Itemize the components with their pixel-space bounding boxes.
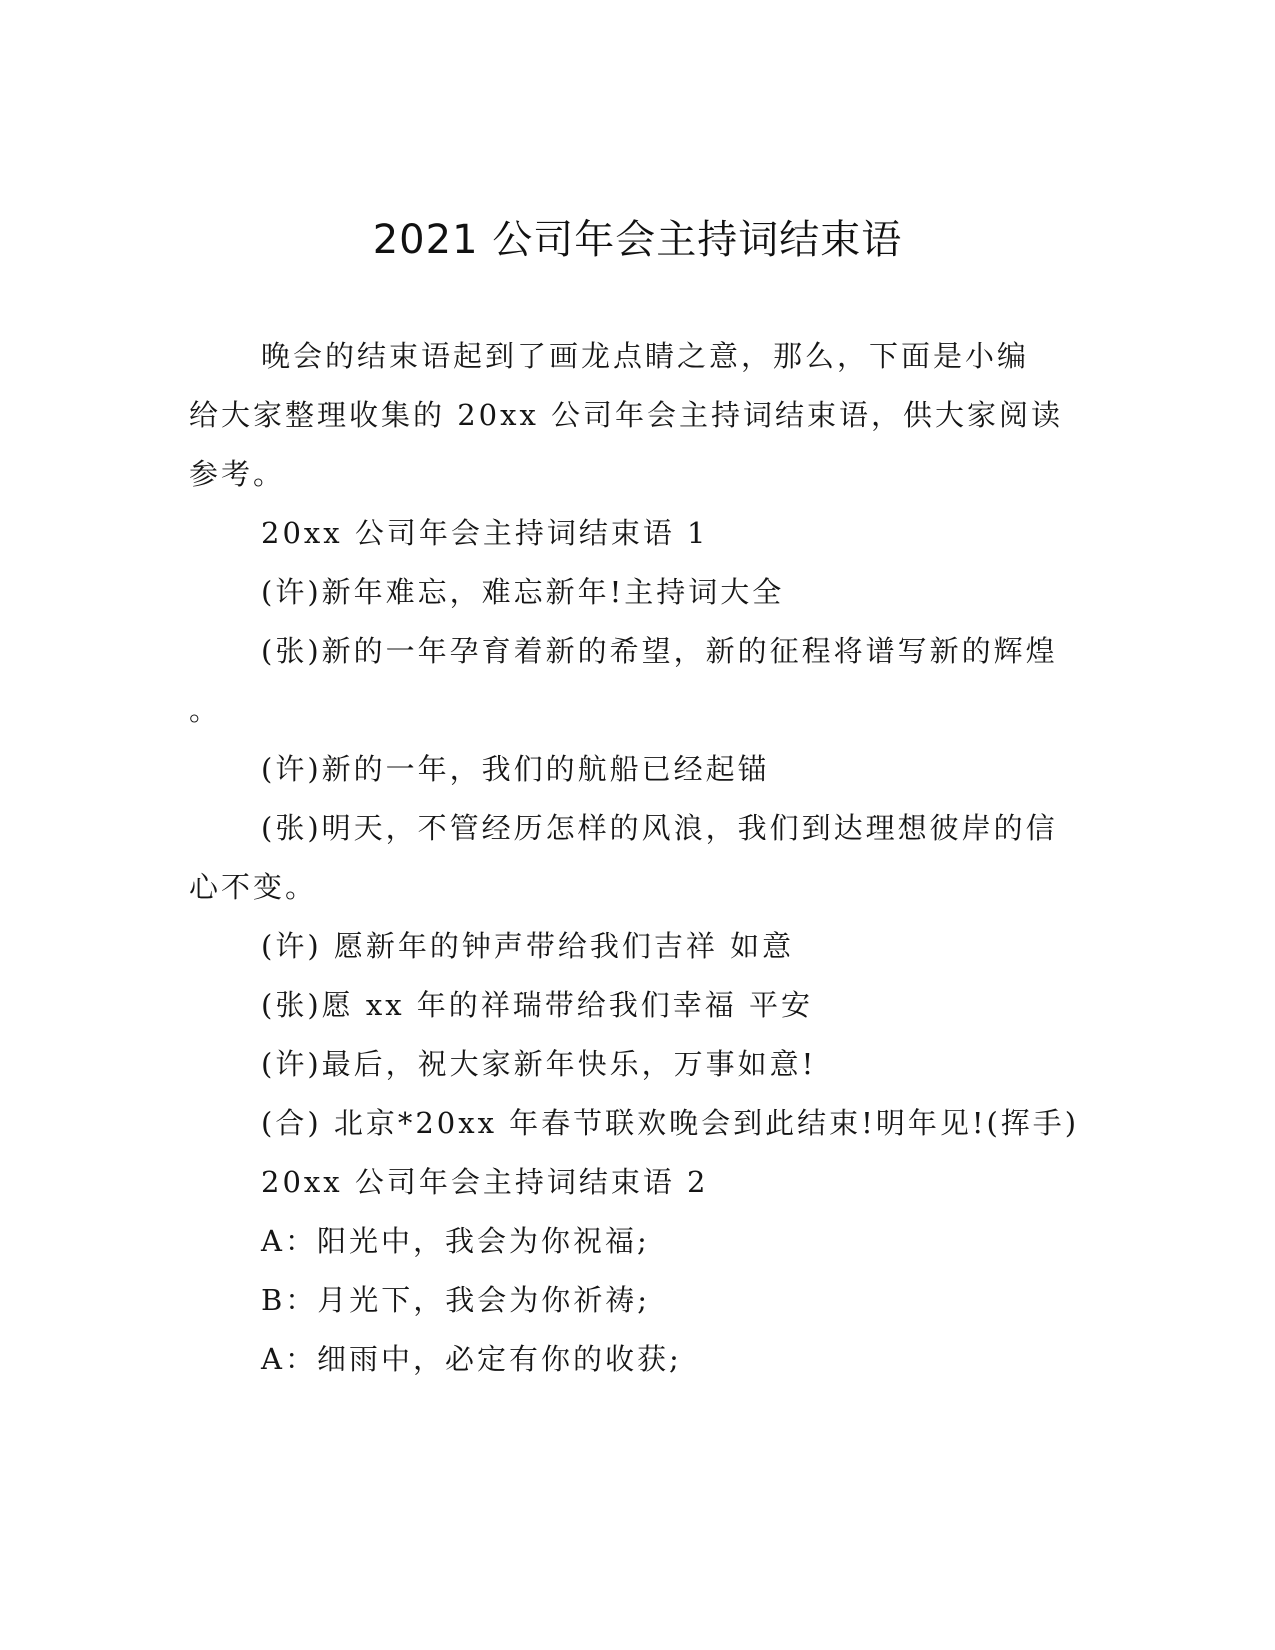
paragraph-line: 晚会的结束语起到了画龙点睛之意，那么，下面是小编 — [261, 339, 1030, 373]
paragraph-line: 给大家整理收集的 20xx 公司年会主持词结束语，供大家阅读 — [189, 398, 1064, 432]
paragraph-line: 参考。 — [189, 457, 286, 491]
paragraph-line: A：阳光中，我会为你祝福; — [261, 1224, 650, 1258]
section-heading-line: 20xx 公司年会主持词结束语 2 — [261, 1165, 709, 1199]
paragraph-line: 。 — [189, 693, 222, 727]
paragraph-line: (许)新的一年，我们的航船已经起锚 — [261, 752, 770, 786]
paragraph-line: A：细雨中，必定有你的收获; — [261, 1342, 682, 1376]
paragraph-line: (许)最后，祝大家新年快乐，万事如意! — [261, 1047, 817, 1081]
paragraph-line: (许)新年难忘，难忘新年!主持词大全 — [261, 575, 785, 609]
paragraph-line: (张)新的一年孕育着新的希望，新的征程将谱写新的辉煌 — [261, 634, 1058, 668]
section-heading-line: 20xx 公司年会主持词结束语 1 — [261, 516, 709, 550]
document-title: 2021 公司年会主持词结束语 — [372, 217, 903, 263]
paragraph-line: (合) 北京*20xx 年春节联欢晚会到此结束!明年见!(挥手) — [261, 1106, 1080, 1140]
paragraph-line: B：月光下，我会为你祈祷; — [261, 1283, 651, 1317]
paragraph-line: (张)愿 xx 年的祥瑞带给我们幸福 平安 — [261, 988, 813, 1022]
paragraph-line: (许) 愿新年的钟声带给我们吉祥 如意 — [261, 929, 795, 963]
paragraph-line: 心不变。 — [189, 870, 318, 904]
paragraph-line: (张)明天，不管经历怎样的风浪，我们到达理想彼岸的信 — [261, 811, 1058, 845]
